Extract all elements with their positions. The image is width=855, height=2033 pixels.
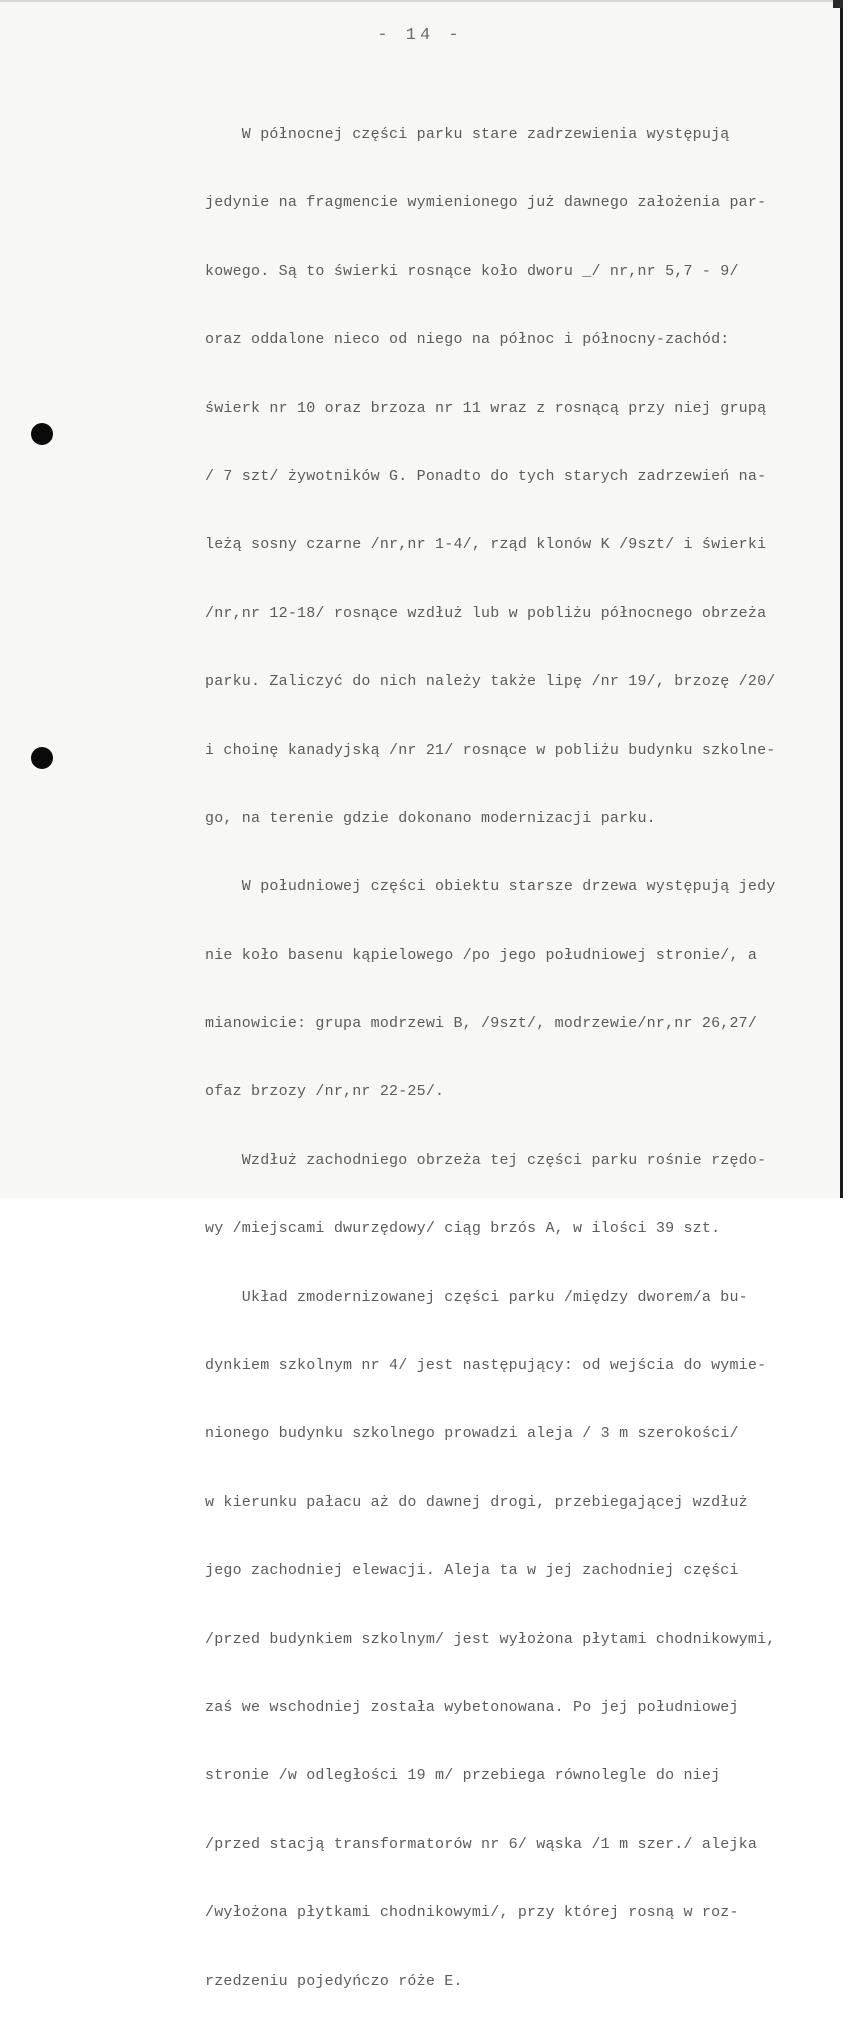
- text-line: /wyłożona płytkami chodnikowymi/, przy której rosną w roz-: [205, 1904, 739, 1922]
- corner-mark: [833, 0, 843, 8]
- text-line: jedynie na fragmencie wymienionego już dawnego założenia par-: [205, 194, 767, 212]
- text-line: zaś we wschodniej została wybetonowana. Po jej południowej: [205, 1698, 739, 1716]
- text-line: W południowej części obiektu starsze drzewa występują jedy: [205, 878, 776, 896]
- text-line: nie koło basenu kąpielowego /po jego południowej stronie/, a: [205, 946, 758, 964]
- text-line: wy /miejscami dwurzędowy/ ciąg brzós A, w ilości 39 szt.: [205, 1220, 721, 1238]
- page-number: - 14 -: [377, 26, 463, 45]
- text-line: /nr,nr 12-18/ rosnące wzdłuż lub w pobliżu północnego obrzeża: [205, 604, 767, 622]
- text-line: /przed budynkiem szkolnym/ jest wyłożona płytami chodnikowymi,: [205, 1630, 776, 1648]
- text-line: nionego budynku szkolnego prowadzi aleja / 3 m szerokości/: [205, 1425, 739, 1443]
- text-line: Wzdłuż zachodniego obrzeża tej części parku rośnie rzędo-: [205, 1151, 767, 1169]
- text-line: ofaz brzozy /nr,nr 22-25/.: [205, 1083, 445, 1101]
- text-line: /przed stacją transformatorów nr 6/ wąska /1 m szer./ alejka: [205, 1835, 758, 1853]
- text-line: W północnej części parku stare zadrzewienia występują: [205, 126, 730, 143]
- text-line: świerk nr 10 oraz brzoza nr 11 wraz z rosnącą przy niej grupą: [205, 399, 767, 417]
- text-line: kowego. Są to świerki rosnące koło dworu _/ nr,nr 5,7 - 9/: [205, 262, 739, 280]
- text-line: stronie /w odległości 19 m/ przebiega równolegle do niej: [205, 1767, 721, 1785]
- punch-hole-bottom: [31, 747, 53, 769]
- text-line: leżą sosny czarne /nr,nr 1-4/, rząd klonów K /9szt/ i świerki: [205, 536, 767, 554]
- top-edge: [0, 0, 843, 2]
- text-line: dynkiem szkolnym nr 4/ jest następujący: od wejścia do wymie-: [205, 1357, 767, 1375]
- text-line: parku. Zaliczyć do nich należy także lipę /nr 19/, brzozę /20/: [205, 673, 776, 691]
- text-line: mianowicie: grupa modrzewi B, /9szt/, modrzewie/nr,nr 26,27/: [205, 1015, 758, 1033]
- text-line: oraz oddalone nieco od niego na północ i północny-zachód:: [205, 331, 730, 349]
- text-line: i choinę kanadyjską /nr 21/ rosnące w pobliżu budynku szkolne-: [205, 741, 776, 759]
- body-text: [205, 84, 855, 2033]
- text-line: w kierunku pałacu aż do dawnej drogi, przebiegającej wzdłuż: [205, 1493, 748, 1511]
- punch-hole-top: [31, 423, 53, 445]
- text-line: rzedzeniu pojedyńczo róże E.: [205, 1972, 463, 1990]
- text-line: jego zachodniej elewacji. Aleja ta w jej zachodniej części: [205, 1562, 739, 1580]
- text-line: go, na terenie gdzie dokonano modernizacji parku.: [205, 809, 656, 827]
- text-line: Układ zmodernizowanej części parku /między dworem/a bu-: [205, 1288, 748, 1306]
- text-line: / 7 szt/ żywotników G. Ponadto do tych starych zadrzewień na-: [205, 467, 767, 485]
